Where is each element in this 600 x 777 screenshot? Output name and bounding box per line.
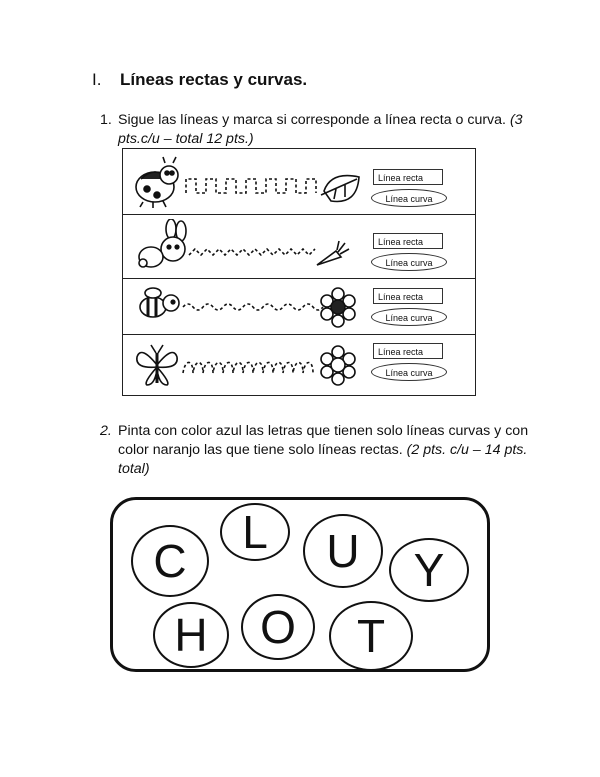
zigzag-path [189, 249, 315, 255]
butterfly-icon [137, 345, 177, 385]
carrot-icon [317, 241, 349, 265]
letter-circle-h[interactable]: H [153, 602, 229, 668]
flower-icon [321, 346, 355, 385]
line-tracing-table [122, 148, 476, 396]
bee-icon [140, 288, 179, 317]
instruction-1 [100, 111, 530, 149]
tracing-row-bunny [123, 215, 475, 279]
section-heading [92, 70, 307, 90]
tracing-row-ladybug [123, 149, 475, 215]
flower-icon [321, 288, 355, 327]
instruction-2-points: (2 pts. c/u – 14 pts. total) [118, 442, 528, 477]
letter-circle-c[interactable]: C [131, 525, 209, 597]
instruction-1-text [118, 111, 530, 149]
letters-board [110, 497, 490, 672]
section-numeral: I. [92, 70, 102, 89]
loop-path [183, 363, 313, 374]
instruction-1-body: Sigue las líneas y marca si corresponde a línea recta o curva. [118, 112, 510, 128]
option-curva-4[interactable]: Línea curva [371, 363, 447, 381]
option-recta-2[interactable]: Línea recta [373, 233, 443, 249]
section-title: Líneas rectas y curvas. [120, 70, 308, 89]
instruction-1-points: (3 pts.c/u – total 12 pts.) [118, 112, 523, 147]
letter-circle-l[interactable]: L [220, 503, 290, 561]
bunny-trace-illustration[interactable] [131, 219, 366, 277]
letter-circle-o[interactable]: O [241, 594, 315, 660]
instruction-2-text [118, 422, 530, 479]
bunny-icon [139, 219, 186, 267]
letter-circle-y[interactable]: Y [389, 538, 469, 602]
ladybug-trace-illustration[interactable] [131, 153, 366, 211]
option-curva-1[interactable]: Línea curva [371, 189, 447, 207]
square-wave-path [186, 179, 316, 193]
instruction-2-number: 2. [100, 423, 112, 439]
small-wave-path [183, 304, 323, 310]
leaf-icon [321, 176, 359, 202]
option-curva-2[interactable]: Línea curva [371, 253, 447, 271]
letter-circle-u[interactable]: U [303, 514, 383, 588]
option-recta-1[interactable]: Línea recta [373, 169, 443, 185]
butterfly-trace-illustration[interactable] [131, 339, 366, 391]
instruction-2 [100, 422, 530, 479]
option-curva-3[interactable]: Línea curva [371, 308, 447, 326]
letter-circle-t[interactable]: T [329, 601, 413, 671]
instruction-2-body: Pinta con color azul las letras que tienen solo líneas curvas y con color naranjo las que tiene solo líneas rectas. [118, 423, 529, 458]
tracing-row-butterfly [123, 335, 475, 395]
option-recta-3[interactable]: Línea recta [373, 288, 443, 304]
ladybug-icon [136, 157, 178, 208]
instruction-1-number: 1. [100, 112, 112, 128]
tracing-row-bee [123, 279, 475, 335]
option-recta-4[interactable]: Línea recta [373, 343, 443, 359]
bee-trace-illustration[interactable] [131, 283, 366, 333]
